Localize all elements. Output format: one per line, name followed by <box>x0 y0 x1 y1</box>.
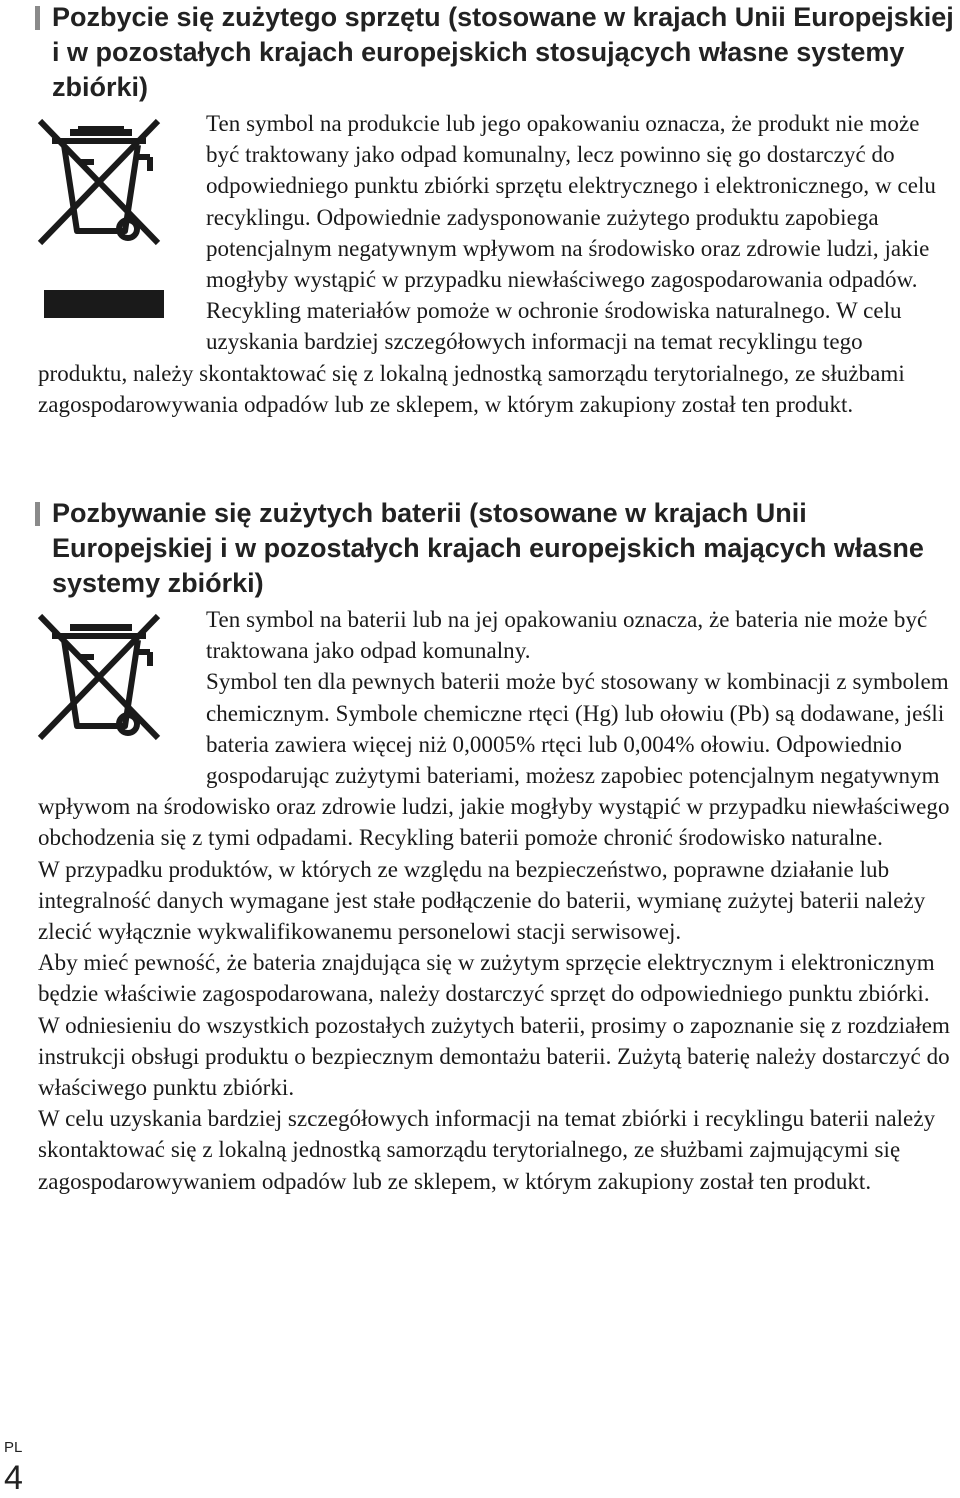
heading-marker <box>35 502 40 526</box>
paragraph: W celu uzyskania bardziej szczegółowych informacji na temat zbiórki i recyklingu baterii należy skontaktować się z lokalną jednostką samorządu terytorialnego, ze służbami zajmującymi się zagospodarowywaniem odpadów lub ze sklepem, w którym zakupiony został ten produkt. <box>38 1106 936 1194</box>
paragraph: Ten symbol na produkcie lub jego opakowaniu oznacza, że produkt nie może być traktowany jako odpad komunalny, lecz powinno się go dostarczyć do odpowiedniego punktu zbiórki sprzętu elektrycznego i elektronicznego, w celu recyklingu. Odpowiednie zadysponowanie zużytego produktu zapobiega potencjalnym negatywnym wpływom na środowisko oraz zdrowie ludzi, jakie mogłyby wystąpić w przypadku niewłaściwego zagospodarowania odpadów. Recykling materiałów pomoże w ochronie środowiska naturalnego. W celu uzyskania bardziej szczegółowych informacji na temat recyklingu tego produktu, należy skontaktować się z lokalną jednostką samorządu terytorialnego, ze służbami zagospodarowywania odpadów lub ze sklepem, w którym zakupiony został ten produkt. <box>38 111 936 417</box>
paragraph: Ten symbol na baterii lub na jej opakowaniu oznacza, że bateria nie może być traktowana jako odpad komunalny. <box>206 607 928 664</box>
heading-text: Pozbywanie się zużytych baterii (stosowane w krajach Unii Europejskiej i w pozostałych krajach europejskich mających własne systemy zbiórki) <box>52 498 924 598</box>
paragraph: W przypadku produktów, w których ze względu na bezpieczeństwo, poprawne działanie lub integralność danych wymagane jest stałe podłączenie do baterii, wymianę zużytej baterii należy zlecić wyłącznie wykwalifikowanemu personelowi stacji serwisowej. <box>38 856 926 945</box>
section-heading <box>52 0 960 105</box>
heading-marker <box>35 6 40 30</box>
section-body <box>38 604 956 1197</box>
page-number: 4 <box>4 1459 23 1497</box>
paragraph: Aby mieć pewność, że bateria znajdująca się w zużytym sprzęcie elektrycznym i elektronicznym będzie właściwie zagospodarowana, należy dostarczyć sprzęt do odpowiedniego punktu zbiórki. <box>38 950 935 1007</box>
section-heading <box>52 496 960 601</box>
section-body <box>38 108 956 420</box>
language-code: PL <box>4 1439 23 1456</box>
paragraph: W odniesieniu do wszystkich pozostałych zużytych baterii, prosimy o zapoznanie się z rozdziałem instrukcji obsługi produktu o bezpiecznym demontażu baterii. Zużytą baterię należy dostarczyć do właściwego punktu zbiórki. <box>38 1012 950 1101</box>
heading-text: Pozbycie się zużytego sprzętu (stosowane w krajach Unii Europejskiej i w pozostałych krajach europejskich stosujących własne systemy zbiórki) <box>52 2 954 102</box>
paragraph: Symbol ten dla pewnych baterii może być stosowany w kombinacji z symbolem chemicznym. Symbole chemiczne rtęci (Hg) lub ołowiu (Pb) są dodawane, jeśli bateria zawiera więcej niż 0,0005% rtęci lub 0,004% ołowiu. Odpowiednio gospodarując zużytymi bateriami, możesz zapobiec potencjalnym negatywnym wpływom na środowisko oraz zdrowie ludzi, jakie mogłyby wystąpić w przypadku niewłaściwego obchodzenia się z tymi odpadami. Recykling baterii pomoże chronić środowisko naturalne. <box>38 669 950 851</box>
